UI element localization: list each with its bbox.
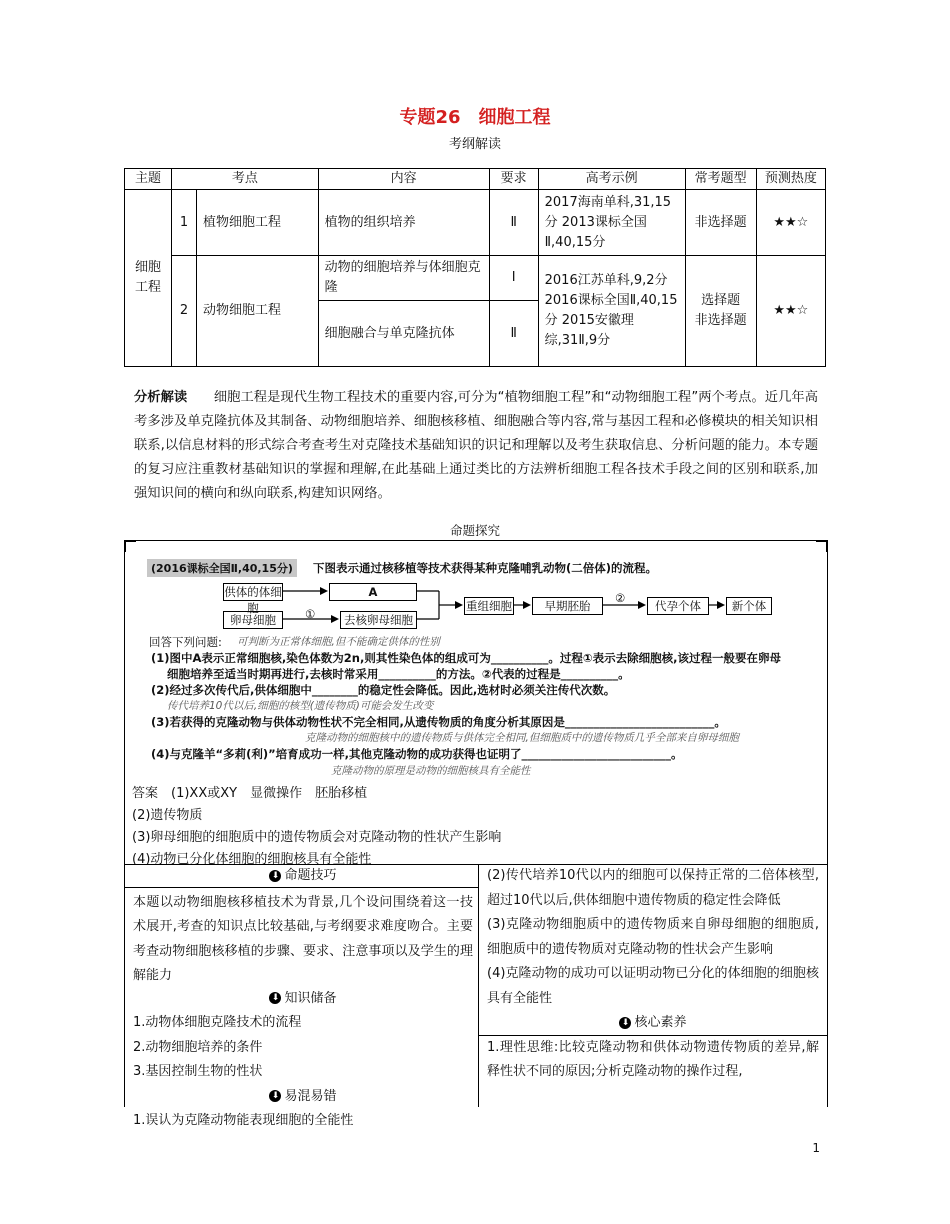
question-tag: (2016课标全国Ⅱ,40,15分) bbox=[147, 559, 297, 577]
page-title: 专题26 细胞工程 bbox=[399, 107, 551, 128]
flow-step1: ① bbox=[305, 607, 316, 621]
cell-content-2b: 细胞融合与单克隆抗体 bbox=[318, 301, 489, 367]
download-icon: ⬇ bbox=[269, 1090, 281, 1102]
q4-line: (4)与克隆羊“多莉(利)”培育成功一样,其他克隆动物的成功获得也证明了__________________________。 bbox=[151, 747, 683, 761]
cell-heat-2: ★★☆ bbox=[756, 256, 825, 367]
cell-req-2b: Ⅱ bbox=[489, 301, 538, 367]
answer-line-4: (4)动物已分化体细胞的细胞核具有全能性 bbox=[132, 852, 372, 867]
right-p2: (2)传代培养10代以内的细胞可以保持正常的二倍体核型,超过10代以后,供体细胞中遗传物质的稳定性会降低 bbox=[487, 868, 819, 908]
flow-new-individual: 新个体 bbox=[726, 597, 772, 615]
cell-examples-2: 2016江苏单科,9,2分 2016课标全国Ⅱ,40,15分 2015安徽理综,31Ⅱ,9分 bbox=[538, 256, 685, 367]
flow-donor-cell: 供体的体细胞 bbox=[224, 585, 282, 615]
confuse-item-1: 1.误认为克隆动物能表现细胞的全能性 bbox=[133, 1113, 354, 1128]
note-0: 可判断为正常体细胞,但不能确定供体的性别 bbox=[237, 636, 440, 648]
knowledge-item-2: 2.动物细胞培养的条件 bbox=[133, 1039, 263, 1055]
right-p4: (4)克隆动物的成功可以证明动物已分化的体细胞的细胞核具有全能性 bbox=[487, 966, 819, 1006]
th-types: 常考题型 bbox=[685, 169, 756, 190]
q1-line-a: (1)图中A表示正常细胞核,染色体数为2n,则其性染色体的组成可为__________。过程①表示去除细胞核,该过程一般要在卵母 bbox=[151, 651, 781, 665]
cell-types-1: 非选择题 bbox=[685, 190, 756, 256]
corner-tl bbox=[124, 540, 136, 552]
cell-num-1: 1 bbox=[172, 190, 197, 256]
grid-divider bbox=[478, 865, 479, 1107]
analysis-paragraph bbox=[134, 386, 818, 506]
th-point: 考点 bbox=[172, 169, 319, 190]
analysis-label: 分析解读 bbox=[134, 390, 188, 405]
core-title: ⬇ 核心素养 bbox=[487, 1011, 819, 1036]
flow-early-embryo: 早期胚胎 bbox=[532, 597, 603, 615]
syllabus-table bbox=[124, 168, 826, 367]
knowledge-item-3: 3.基因控制生物的性状 bbox=[133, 1064, 263, 1079]
corner-tr bbox=[816, 540, 828, 552]
th-content: 内容 bbox=[318, 169, 489, 190]
cell-num-2: 2 bbox=[172, 256, 197, 367]
cell-point-1: 植物细胞工程 bbox=[197, 190, 319, 256]
q1-line-b: 细胞培养至适当时期再进行,去核时常采用__________的方法。②代表的过程是__________。 bbox=[167, 667, 630, 681]
cell-types-2 bbox=[685, 256, 756, 367]
tips-title: ⬇ 命题技巧 bbox=[133, 864, 473, 889]
right-column bbox=[487, 864, 819, 1085]
cell-types-2a: 选择题 bbox=[701, 293, 741, 308]
right-p3: (3)克隆动物细胞质中的遗传物质来自卵母细胞的细胞质,细胞质中的遗传物质对克隆动物的性状会产生影响 bbox=[487, 917, 819, 957]
flow-a: A bbox=[329, 583, 417, 601]
answer-line-3: (3)卵母细胞的细胞质中的遗传物质会对克隆动物的性状产生影响 bbox=[132, 830, 502, 845]
note-3: 克隆动物的细胞核中的遗传物质与供体完全相同,但细胞质中的遗传物质几乎全部来自卵母细胞 bbox=[305, 732, 739, 744]
q2-line: (2)经过多次传代后,供体细胞中________的稳定性会降低。因此,选材时必须关注传代次数。 bbox=[151, 683, 616, 697]
cell-req-1: Ⅱ bbox=[489, 190, 538, 256]
cell-types-2b: 非选择题 bbox=[694, 313, 747, 328]
th-heat: 预测热度 bbox=[756, 169, 825, 190]
flow-oocyte: 卵母细胞 bbox=[223, 611, 283, 629]
cell-heat-1: ★★☆ bbox=[756, 190, 825, 256]
note-2: 传代培养10代以后,细胞的核型(遗传物质)可能会发生改变 bbox=[167, 700, 434, 712]
flow-recon-cell: 重组细胞 bbox=[466, 599, 512, 613]
analysis-grid bbox=[124, 864, 828, 1128]
th-req: 要求 bbox=[489, 169, 538, 190]
question-stem: 下图表示通过核移植等技术获得某种克隆哺乳动物(二倍体)的流程。 bbox=[313, 561, 658, 575]
th-theme: 主题 bbox=[125, 169, 172, 190]
tips-text: 本题以动物细胞核移植技术为背景,几个设问围绕着这一技术展开,考查的知识点比较基础,与考纲要求难度吻合。主要考查动物细胞核移植的步骤、要求、注意事项以及学生的理解能力 bbox=[133, 894, 473, 983]
cell-point-2: 动物细胞工程 bbox=[197, 256, 319, 367]
knowledge-title: ⬇ 知识储备 bbox=[133, 987, 473, 1012]
download-icon: ⬇ bbox=[269, 992, 281, 1004]
cell-examples-1: 2017海南单科,31,15分 2013课标全国Ⅱ,40,15分 bbox=[538, 190, 685, 256]
download-icon: ⬇ bbox=[619, 1017, 631, 1029]
note-4: 克隆动物的原理是动物的细胞核具有全能性 bbox=[331, 765, 531, 777]
question-figure bbox=[145, 557, 795, 782]
confuse-title: ⬇ 易混易错 bbox=[133, 1085, 473, 1110]
answer-line-2: (2)遗传物质 bbox=[132, 808, 203, 823]
flow-surrogate: 代孕个体 bbox=[647, 597, 709, 615]
th-examples: 高考示例 bbox=[538, 169, 685, 190]
flow-enucleated: 去核卵母细胞 bbox=[340, 611, 417, 629]
section-title: 命题探究 bbox=[449, 523, 500, 538]
cell-content-2a: 动物的细胞培养与体细胞克隆 bbox=[318, 256, 489, 301]
knowledge-item-1: 1.动物体细胞克隆技术的流程 bbox=[133, 1015, 302, 1030]
answer-line-1: 答案 (1)XX或XY 显微操作 胚胎移植 bbox=[132, 786, 368, 801]
core-text: 1.理性思维:比较克隆动物和供体动物遗传物质的差异,解释性状不同的原因;分析克隆动物的操作过程, bbox=[487, 1039, 819, 1079]
cell-content-1: 植物的组织培养 bbox=[318, 190, 489, 256]
page-subtitle: 考纲解读 bbox=[448, 137, 501, 152]
q3-line: (3)若获得的克隆动物与供体动物性状不完全相同,从遗传物质的角度分析其原因是__________________________。 bbox=[151, 715, 726, 729]
page-number: 1 bbox=[812, 1141, 820, 1155]
left-column bbox=[133, 864, 473, 1134]
analysis-text: 细胞工程是现代生物工程技术的重要内容,可分为“植物细胞工程”和“动物细胞工程”两个考点。近几年高考多涉及单克隆抗体及其制备、动物细胞培养、细胞核移植、细胞融合等内容,常与基因工程和必修模块的相关知识相联系,以信息材料的形式综合考查考生对克隆技术基础知识的识记和理解以及考生获取信息、分析问题的能力。本专题的复习应注重教材基础知识的掌握和理解,在此基础上通过类比的方法辨析细胞工程各技术手段之间的区别和联系,加强知识间的横向和纵向联系,构建知识网络。 bbox=[134, 390, 819, 501]
question-prompt: 回答下列问题: bbox=[149, 635, 222, 649]
cell-theme: 细胞工程 bbox=[125, 190, 172, 367]
flow-step2: ② bbox=[615, 591, 626, 605]
cell-req-2a: Ⅰ bbox=[489, 256, 538, 301]
download-icon: ⬇ bbox=[269, 870, 281, 882]
